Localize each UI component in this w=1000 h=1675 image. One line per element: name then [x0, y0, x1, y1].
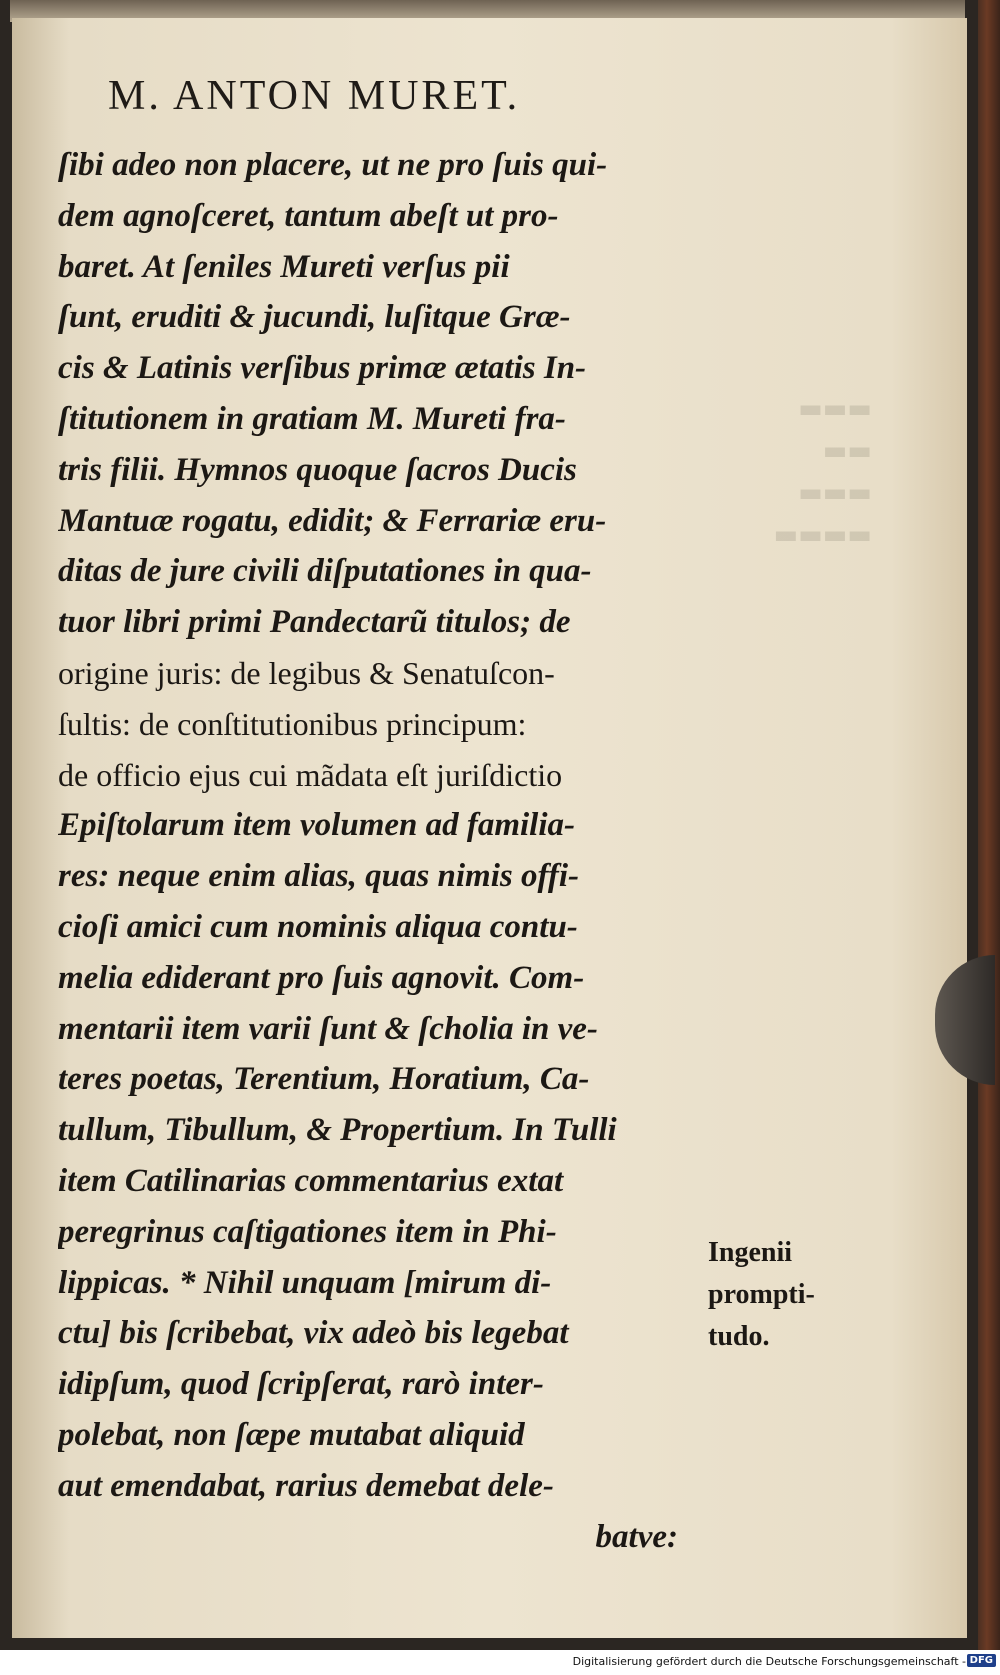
- text-line: melia ediderant pro ſuis agnovit. Com-: [58, 959, 585, 996]
- running-head: M. ANTON MURET.: [108, 73, 521, 119]
- dfg-logo: DFG: [967, 1654, 996, 1667]
- text-line: teres poetas, Terentium, Horatium, Ca-: [58, 1061, 590, 1098]
- text-line: polebat, non ſæpe mutabat aliquid: [58, 1416, 525, 1453]
- text-line: idipſum, quod ſcripſerat, rarò inter-: [58, 1366, 544, 1403]
- margin-note-line: Ingenii: [708, 1237, 793, 1268]
- text-line: tullum, Tibullum, & Propertium. In Tulli: [58, 1112, 617, 1149]
- text-line: ſultis: de conſtitutionibus principum:: [58, 705, 527, 742]
- text-line: ctu] bis ſcribebat, vix adeò bis legebat: [58, 1315, 569, 1352]
- text-line: de officio ejus cui mãdata eſt juriſdictio: [58, 756, 563, 793]
- text-line: ſibi adeo non placere, ut ne pro ſuis qui-: [58, 147, 608, 183]
- text-line: item Catilinarias commentarius extat: [58, 1162, 564, 1199]
- text-line: ſunt, eruditi & jucundi, luſitque Græ-: [58, 299, 571, 336]
- text-line: origine juris: de legibus & Senatuſcon-: [58, 654, 555, 691]
- text-line: ſtitutionem in gratiam M. Mureti fra-: [58, 400, 566, 437]
- text-line: ditas de jure civili diſputationes in qua-: [58, 553, 592, 590]
- text-line: mentarii item varii ſunt & ſcholia in ve-: [58, 1010, 598, 1047]
- margin-note: [708, 1232, 815, 1358]
- text-line: batve:: [595, 1518, 678, 1555]
- text-line: lippicas. * Nihil unquam [mirum di-: [58, 1264, 552, 1301]
- text-line: aut emendabat, rarius demebat dele-: [58, 1467, 554, 1504]
- digitization-credit: Digitalisierung gefördert durch die Deutsche Forschungsgemeinschaft -: [572, 1655, 966, 1668]
- bleed-through-text: ▬▬▬ ▬▬ ▬▬▬ ▬▬▬▬: [773, 394, 872, 550]
- margin-note-line: tudo.: [708, 1321, 770, 1352]
- book-cover-edge: [978, 0, 1000, 1650]
- text-line: baret. At ſeniles Mureti verſus pii: [58, 248, 510, 285]
- text-line: Epiſtolarum item volumen ad familia-: [58, 807, 576, 844]
- text-line: Mantuæ rogatu, edidit; & Ferrariæ eru-: [58, 502, 607, 539]
- text-line: tris filii. Hymnos quoque ſacros Ducis: [58, 451, 577, 488]
- text-line: res: neque enim alias, quas nimis offi-: [58, 858, 580, 895]
- text-line: tuor libri primi Pandectarũ titulos; de: [58, 604, 571, 641]
- footer-bar: [0, 1650, 1000, 1675]
- text-line: cis & Latinis verſibus primæ ætatis In-: [58, 350, 587, 387]
- text-line: dem agnoſceret, tantum abeſt ut pro-: [58, 197, 559, 234]
- body-text: [58, 140, 698, 1562]
- margin-note-line: prompti-: [708, 1279, 815, 1310]
- text-line: peregrinus caſtigationes item in Phi-: [58, 1213, 557, 1250]
- text-line: cioſi amici cum nominis aliqua contu-: [58, 908, 578, 945]
